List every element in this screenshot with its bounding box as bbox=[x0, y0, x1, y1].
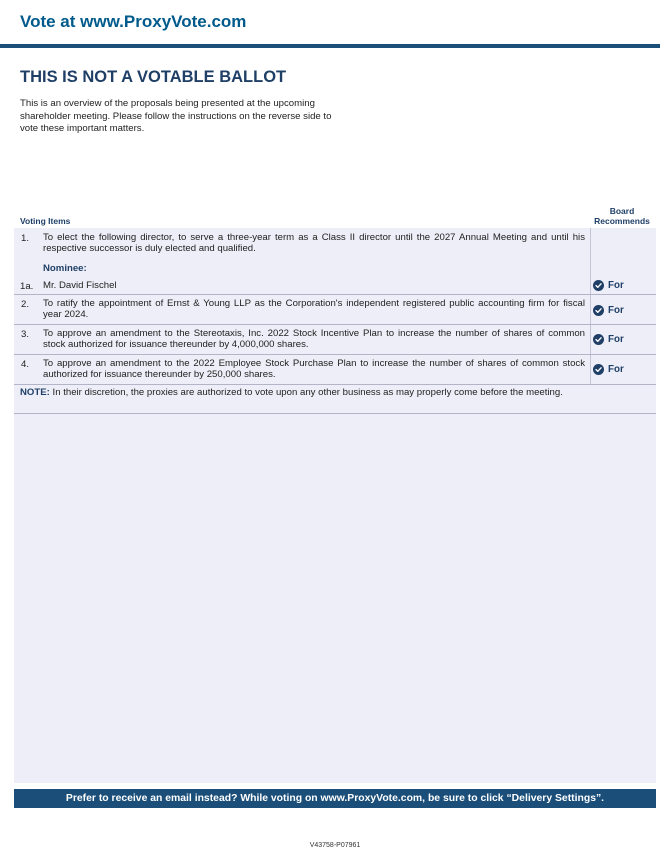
item-3-text: To approve an amendment to the Stereotaxis, Inc. 2022 Stock Incentive Plan to increase the number of shares of common stock authorized for issuance thereunder by 4,000,000 shares. bbox=[43, 328, 585, 350]
recommendation-label: For bbox=[608, 334, 624, 345]
check-icon bbox=[593, 334, 604, 345]
header-title: Vote at www.ProxyVote.com bbox=[20, 12, 247, 31]
email-delivery-text: Prefer to receive an email instead? While voting on www.ProxyVote.com, be sure to click “Delivery Settings”. bbox=[65, 793, 605, 804]
item-4-text: To approve an amendment to the 2022 Employee Stock Purchase Plan to increase the number of shares of common stock authorized for issuance thereunder by 250,000 shares. bbox=[43, 358, 585, 380]
column-header-board-line2: Recommends bbox=[594, 216, 650, 226]
note bbox=[20, 388, 585, 399]
item-1a-number: 1a. bbox=[20, 281, 34, 292]
row-divider bbox=[14, 294, 656, 295]
item-2-text: To ratify the appointment of Ernst & Young LLP as the Corporation's independent registered public accounting firm for fiscal year 2024. bbox=[43, 298, 585, 320]
check-icon bbox=[593, 305, 604, 316]
column-header-voting-items: Voting Items bbox=[20, 216, 71, 226]
note-label: NOTE: bbox=[20, 387, 50, 398]
item-1a-text: Mr. David Fischel bbox=[43, 280, 117, 291]
voting-items-table bbox=[14, 228, 656, 783]
ballot-title: THIS IS NOT A VOTABLE BALLOT bbox=[20, 68, 287, 86]
item-4-number: 4. bbox=[21, 359, 30, 370]
item-2-number: 2. bbox=[21, 299, 30, 310]
note-text: In their discretion, the proxies are authorized to vote upon any other business as may properly come before the meeting. bbox=[52, 387, 563, 398]
column-header-board-recommends bbox=[588, 206, 656, 226]
email-delivery-banner bbox=[14, 789, 656, 808]
item-4-recommendation bbox=[593, 364, 624, 375]
row-divider bbox=[14, 413, 656, 414]
check-icon bbox=[593, 280, 604, 291]
document-code: V43758-P07961 bbox=[309, 842, 361, 849]
check-icon bbox=[593, 364, 604, 375]
recommendation-label: For bbox=[608, 364, 624, 375]
recommendation-label: For bbox=[608, 305, 624, 316]
item-1-text: To elect the following director, to serve a three-year term as a Class II director until the 2027 Annual Meeting and until his respective successor is duly elected and qualified. bbox=[43, 232, 585, 254]
item-2-recommendation bbox=[593, 305, 624, 316]
row-divider bbox=[14, 384, 656, 385]
column-header-board-line1: Board bbox=[609, 206, 635, 216]
nominee-heading: Nominee: bbox=[43, 263, 87, 274]
item-3-number: 3. bbox=[21, 329, 30, 340]
column-divider bbox=[590, 228, 591, 384]
recommendation-label: For bbox=[608, 280, 624, 291]
item-1a-recommendation bbox=[593, 280, 624, 291]
item-1-number: 1. bbox=[21, 233, 30, 244]
header-divider bbox=[0, 44, 660, 48]
intro-text: This is an overview of the proposals being presented at the upcoming shareholder meeting. Please follow the instructions on the reverse side to vote these important matters. bbox=[20, 98, 332, 134]
item-3-recommendation bbox=[593, 334, 624, 345]
row-divider bbox=[14, 324, 656, 325]
row-divider bbox=[14, 354, 656, 355]
